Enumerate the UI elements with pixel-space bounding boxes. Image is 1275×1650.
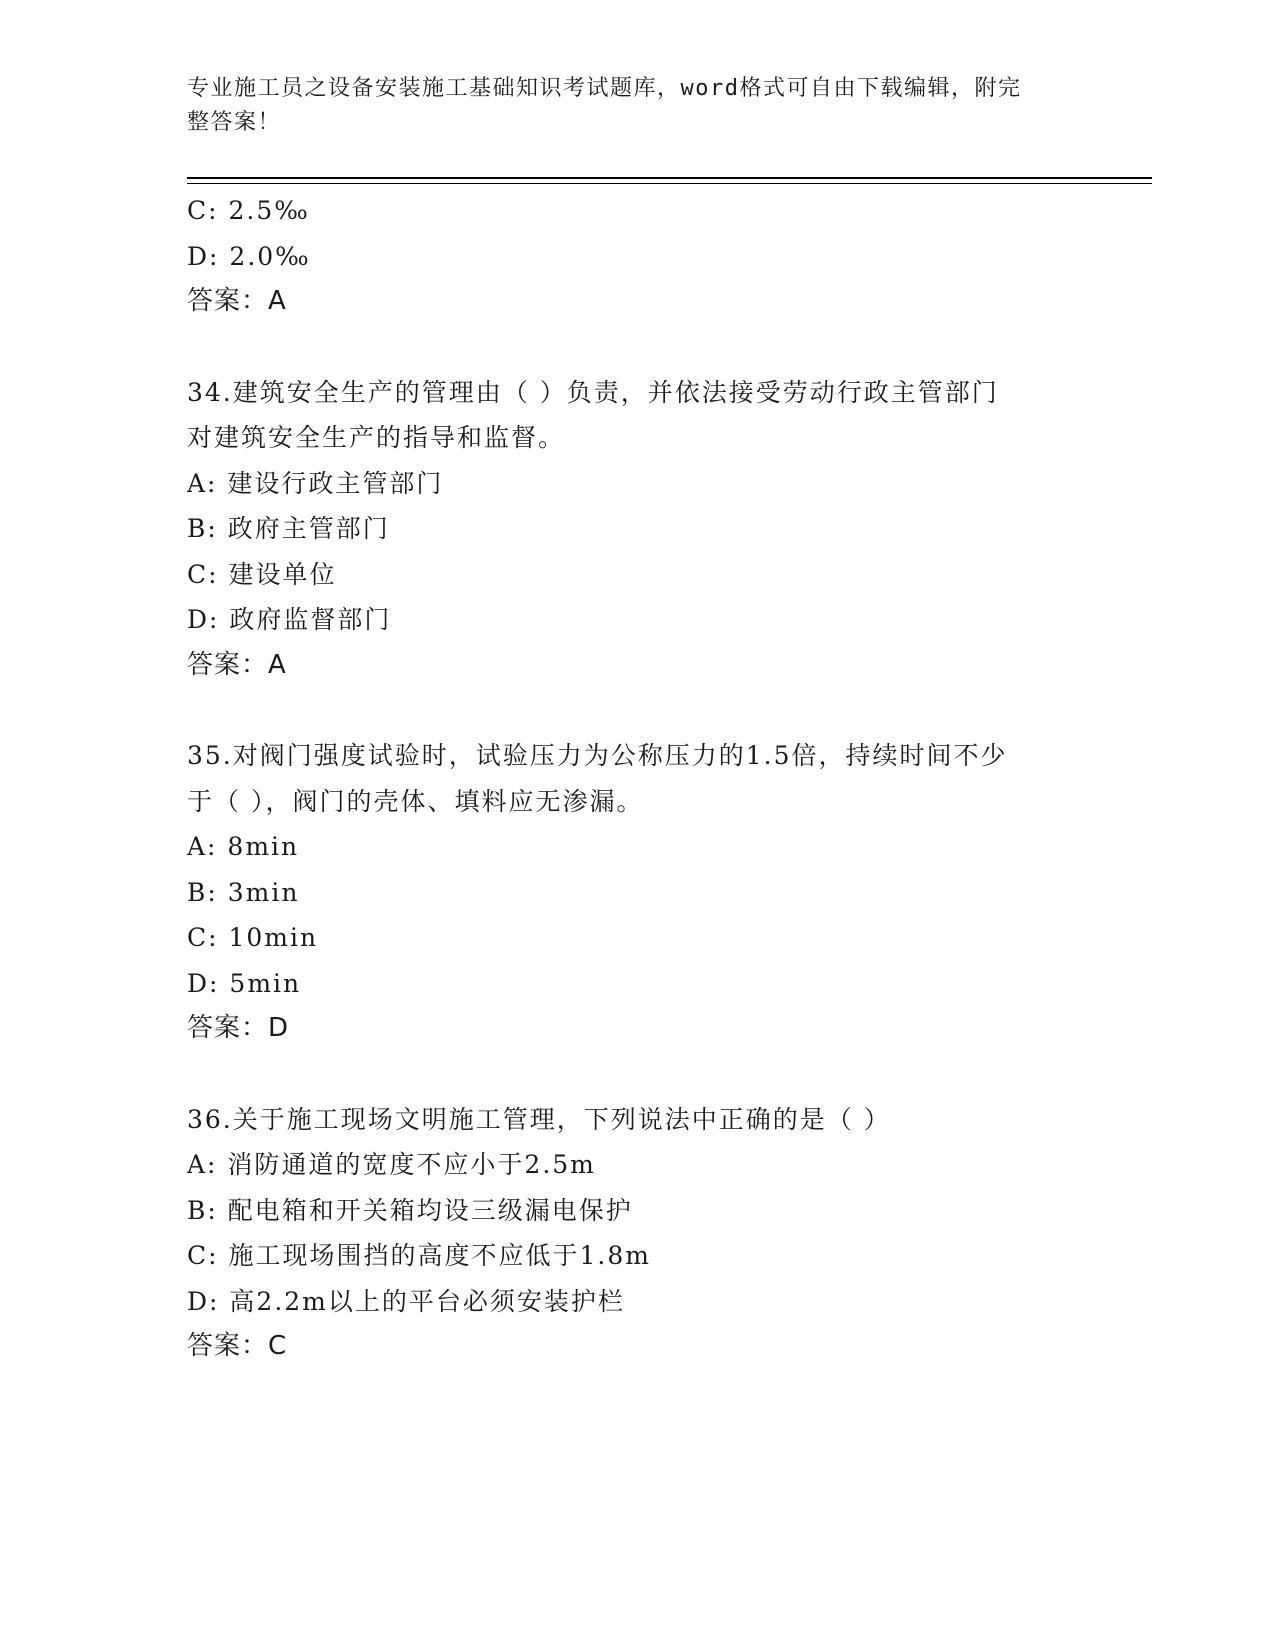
option-a: A: 消防通道的宽度不应小于2.5m [187,1150,596,1179]
question-text-line: 34.建筑安全生产的管理由（ ）负责，并依法接受劳动行政主管部门 [187,377,999,407]
question-36 [187,1097,1087,1370]
question-content [187,188,1087,1370]
option-b: B: 政府主管部门 [187,514,390,543]
question-text-line: 35.对阀门强度试验时，试验压力为公称压力的1.5倍，持续时间不少 [187,741,1008,770]
answer-line: 答案：A [187,649,287,680]
header-line-1: 专业施工员之设备安装施工基础知识考试题库，word格式可自由下载编辑，附完 [187,76,1022,101]
header-line-2: 整答案！ [187,110,282,135]
option-d: D: 2.0‰ [187,241,311,271]
spacer [187,1052,1087,1097]
option-c: C: 施工现场围挡的高度不应低于1.8m [187,1241,651,1270]
question-35 [187,733,1087,1052]
option-d: D: 高2.2m以上的平台必须安装护栏 [187,1286,625,1316]
option-c: C: 2.5‰ [187,196,310,225]
answer-line: 答案：D [187,1013,290,1043]
answer-line: 答案：C [187,1331,288,1361]
option-b: B: 配电箱和开关箱均设三级漏电保护 [187,1195,633,1225]
question-33-continuation [187,188,1087,325]
document-header [187,72,1087,140]
option-d: D: 5min [187,968,302,998]
answer-line: 答案：A [187,286,287,316]
question-34 [187,370,1087,689]
option-a: A: 建设行政主管部门 [187,468,444,498]
option-b: B: 3min [187,877,300,907]
question-text-line: 对建筑安全生产的指导和监督。 [187,423,566,452]
option-d: D: 政府监督部门 [187,605,392,634]
option-c: C: 建设单位 [187,559,337,589]
option-c: C: 10min [187,923,319,952]
question-text-line: 于（ ），阀门的壳体、填料应无渗漏。 [187,786,644,816]
option-a: A: 8min [187,832,300,861]
header-divider-thick [187,177,1152,179]
spacer [187,325,1087,370]
spacer [187,688,1087,733]
header-divider-thin [187,183,1152,184]
question-text-line: 36.关于施工现场文明施工管理，下列说法中正确的是（ ） [187,1104,891,1134]
